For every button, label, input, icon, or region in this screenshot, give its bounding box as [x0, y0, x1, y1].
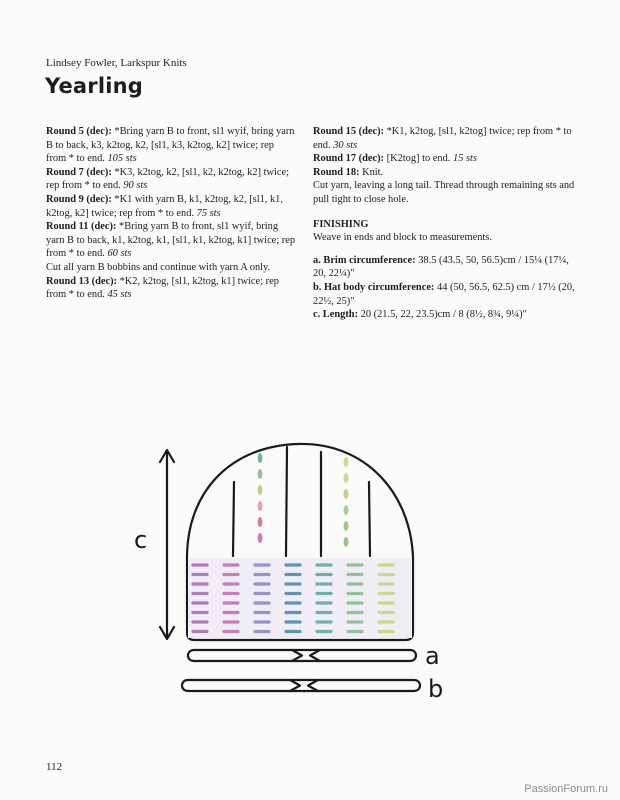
finishing-heading: FINISHING	[313, 218, 369, 230]
instructions-left-column	[46, 125, 296, 302]
round-text: *K1, k2tog, [sl1, k2tog] twice; rep from * to end.	[313, 126, 572, 151]
slip-stitch	[344, 457, 349, 467]
round-11	[46, 220, 296, 261]
measurement-a	[313, 254, 578, 281]
slip-stitch	[344, 473, 349, 483]
slip-stitch	[258, 517, 263, 527]
round-18	[313, 166, 578, 180]
measurement-value: 44 (50, 56.5, 62.5) cm / 17½ (20, 22½, 25)"	[313, 281, 575, 307]
measurement-value: 20 (21.5, 22, 23.5)cm / 8 (8½, 8¾, 9¼)"	[358, 309, 527, 321]
slip-stitch	[258, 501, 263, 511]
stitch-count: 45 sts	[107, 289, 132, 301]
round-text: *K1 with yarn B, k1, k2tog, k2, [sl1, k1, k2tog, k2] twice; rep from * to end.	[46, 193, 283, 219]
round-15	[313, 125, 578, 152]
pattern-title: Yearling	[45, 74, 144, 98]
slip-stitch	[344, 521, 349, 531]
round-label: Round 5 (dec):	[46, 126, 112, 137]
round-label: Round 13 (dec):	[46, 275, 118, 287]
round-text: *Bring yarn B to front, sl1 wyif, bring yarn B to back, k3, k2tog, k2, [sl1, k3, k2tog, k2] twice; rep from * to end.	[46, 126, 295, 165]
watermark: PassionForum.ru	[524, 783, 608, 795]
round-17	[313, 152, 578, 166]
round-text: *Bring yarn B to front, sl1 wyif, bring yarn B to back, k1, k2tog, k1, [sl1, k1, k2tog, k1] twice; rep from * to end.	[46, 221, 296, 260]
measurement-b	[313, 281, 578, 308]
round-label: Round 9 (dec):	[46, 193, 112, 205]
measurement-c	[313, 308, 578, 322]
round-text: [K2tog] to end.	[384, 153, 453, 165]
spacer	[313, 207, 578, 218]
colorwork-band	[188, 558, 412, 638]
crown-rib	[233, 482, 234, 556]
measurement-label: b. Hat body circumference:	[313, 281, 435, 293]
round-label: Round 7 (dec):	[46, 166, 112, 178]
stitch-count: 60 sts	[107, 248, 132, 260]
slip-stitch	[344, 505, 349, 515]
body-arrow-b-head	[308, 680, 318, 691]
slip-stitch	[344, 537, 349, 547]
dimension-label-b: b	[428, 675, 444, 703]
instructions-right-column	[313, 125, 578, 322]
brim-arrow-a-head	[292, 650, 302, 661]
cut-instruction: Cut all yarn B bobbins and continue with yarn A only.	[46, 261, 271, 273]
body-arrow-b-head	[290, 680, 300, 691]
stitch-count: 30 sts	[333, 139, 358, 151]
round-label: Round 15 (dec):	[313, 126, 385, 137]
brim-arrow-a-head	[310, 650, 320, 661]
spacer	[313, 245, 578, 254]
round-label: Round 11 (dec):	[46, 221, 117, 233]
slip-stitch	[258, 485, 263, 495]
measurement-label: a. Brim circumference:	[313, 254, 416, 266]
cut-yarn-instruction: Cut yarn, leaving a long tail. Thread through remaining sts and pull tight to close hole.	[313, 180, 575, 205]
round-text: Knit.	[359, 166, 384, 178]
dimension-label-c: c	[134, 526, 148, 554]
round-text: *K3, k2tog, k2, [sl1, k2, k2tog, k2] twice; rep from * to end.	[46, 166, 290, 192]
slip-stitch	[258, 533, 263, 543]
finishing-text: Weave in ends and block to measurements.	[313, 232, 492, 244]
stitch-count: 15 sts	[453, 153, 477, 165]
hat-schematic-diagram	[130, 432, 460, 707]
round-9	[46, 193, 296, 220]
slip-stitch	[258, 453, 263, 463]
round-label: Round 17 (dec):	[313, 153, 385, 165]
stitch-count: 90 sts	[123, 180, 148, 192]
crown-rib	[369, 482, 370, 556]
page-number: 112	[46, 761, 63, 773]
dimension-label-a: a	[425, 642, 440, 670]
stitch-count: 105 sts	[107, 153, 137, 165]
measurement-label: c. Length:	[313, 309, 359, 321]
author-byline: Lindsey Fowler, Larkspur Knits	[46, 57, 187, 69]
round-13	[46, 275, 296, 302]
round-text: *K2, k2tog, [sl1, k2tog, k1] twice; rep from * to end.	[46, 275, 279, 301]
slip-stitch	[258, 469, 263, 479]
round-label: Round 18:	[313, 166, 360, 178]
stitch-count: 75 sts	[196, 207, 221, 219]
round-5	[46, 125, 296, 166]
measurement-value: 38.5 (43.5, 50, 56.5)cm / 15¼ (17¼, 20, 22¼)"	[313, 254, 569, 280]
slip-stitch	[344, 489, 349, 499]
round-7	[46, 166, 296, 193]
crown-rib	[286, 447, 287, 556]
